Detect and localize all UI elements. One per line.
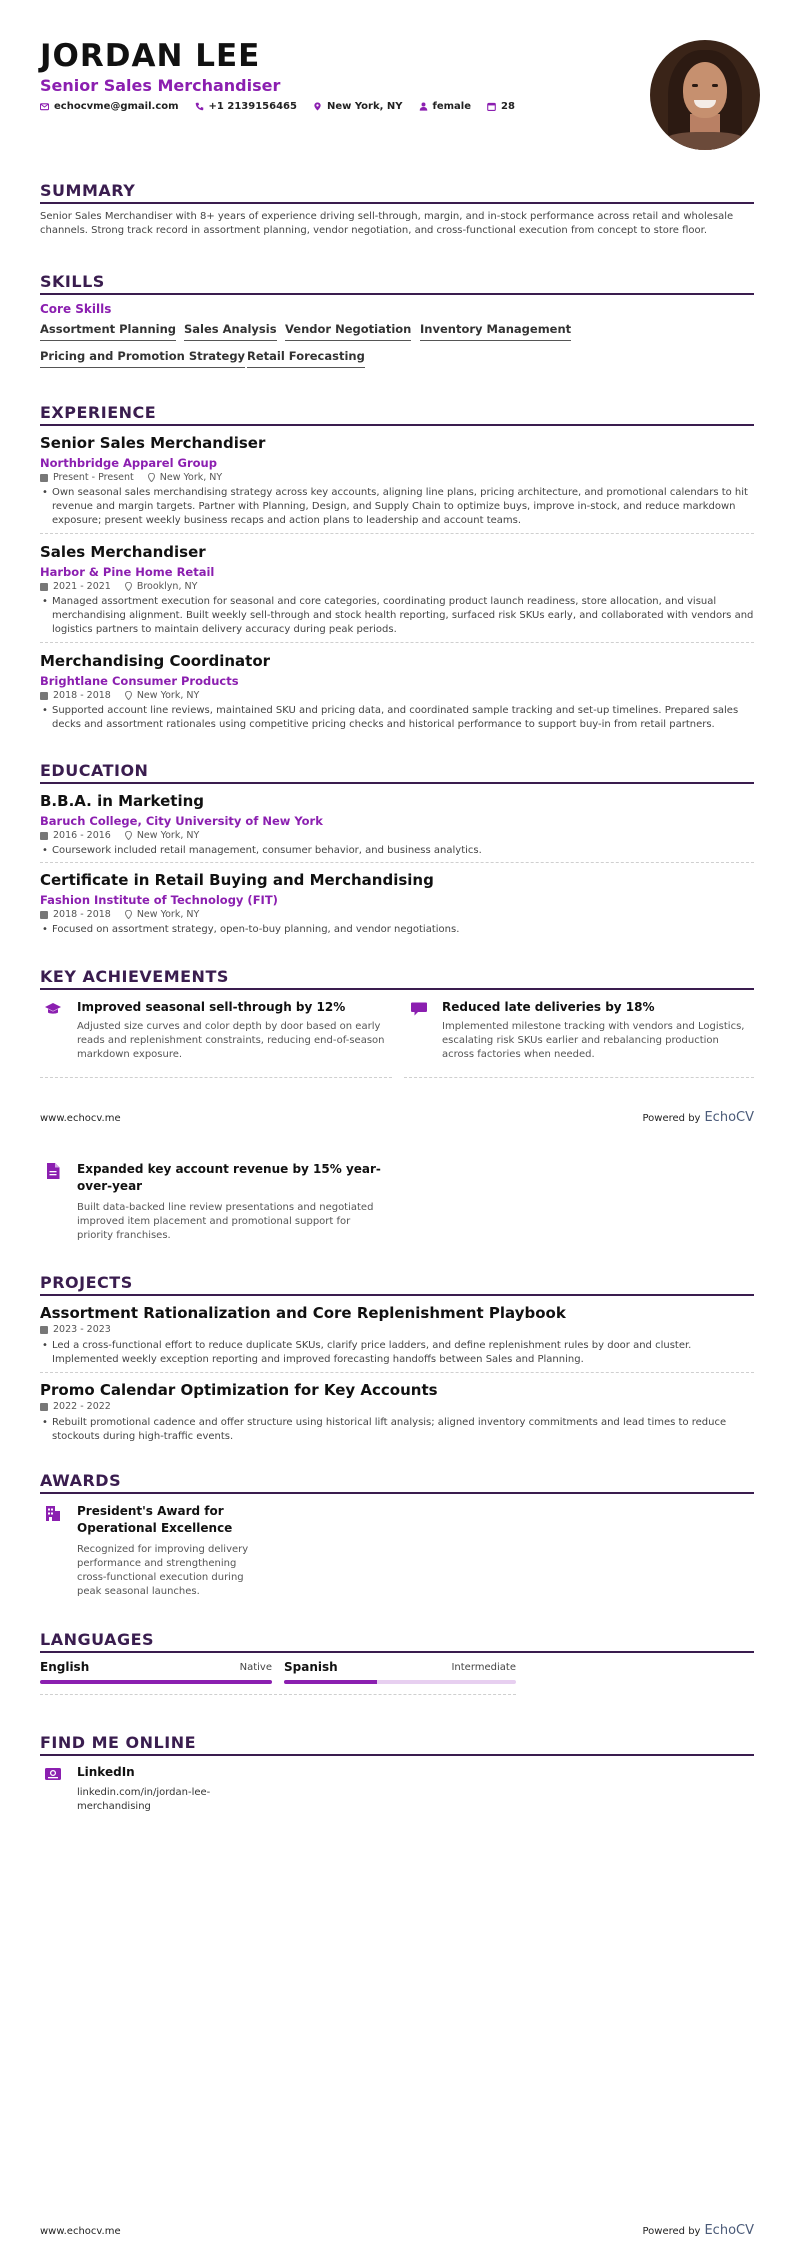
profile-site-name: LinkedIn	[77, 1765, 135, 1779]
contact-list	[40, 101, 515, 112]
languages-heading: LANGUAGES	[40, 1630, 155, 1649]
divider	[40, 533, 754, 534]
resume-page-2	[0, 1150, 794, 2246]
job-meta	[40, 581, 197, 592]
calendar-icon	[40, 692, 48, 700]
awards-rule	[40, 1492, 754, 1494]
education-heading: EDUCATION	[40, 761, 149, 780]
education-description: • Focused on assortment strategy, open-to-buy planning, and vendor negotiations.	[40, 923, 754, 937]
job-company: Northbridge Apparel Group	[40, 456, 217, 470]
project-title: Assortment Rationalization and Core Replenishment Playbook	[40, 1304, 566, 1322]
building-icon	[42, 1502, 64, 1524]
location-icon	[148, 473, 155, 482]
location-icon	[313, 102, 322, 111]
skill-tag: Pricing and Promotion Strategy	[40, 349, 245, 368]
education-location: New York, NY	[136, 909, 200, 920]
calendar-icon	[40, 1403, 48, 1411]
skills-group-label: Core Skills	[40, 302, 112, 316]
skill-tag: Retail Forecasting	[247, 349, 365, 368]
candidate-name: JORDAN LEE	[40, 38, 261, 74]
job-meta	[40, 472, 222, 483]
footer-powered	[643, 1110, 755, 1125]
achievement-title: Improved seasonal sell-through by 12%	[77, 1000, 346, 1014]
job-title: Senior Sales Merchandiser	[40, 434, 266, 452]
skills-rule	[40, 293, 754, 295]
contact-email[interactable]	[40, 101, 179, 112]
divider	[40, 642, 754, 643]
job-title: Sales Merchandiser	[40, 543, 206, 561]
job-dates: Present - Present	[53, 472, 134, 483]
footer-powered-text: Powered by	[642, 1113, 701, 1124]
person-icon	[419, 102, 428, 111]
candidate-headline: Senior Sales Merchandiser	[40, 76, 281, 95]
contact-location	[313, 101, 403, 112]
language-proficiency-bar	[284, 1680, 516, 1684]
skill-tag: Vendor Negotiation	[285, 322, 411, 341]
project-dates: 2022 - 2022	[53, 1401, 111, 1412]
skill-tag: Assortment Planning	[40, 322, 176, 341]
project-meta	[40, 1401, 111, 1412]
location-icon	[125, 910, 132, 919]
education-description: • Coursework included retail management, consumer behavior, and business analytics.	[40, 844, 754, 858]
job-dates: 2021 - 2021	[53, 581, 111, 592]
contact-email-text: echocvme@gmail.com	[54, 101, 179, 112]
contact-age-text: 28	[501, 101, 515, 112]
contact-age	[487, 101, 515, 112]
skill-tag: Sales Analysis	[184, 322, 277, 341]
calendar-icon	[40, 474, 48, 482]
achievement-title: Expanded key account revenue by 15% year-over-year	[77, 1162, 381, 1193]
footer-brand: EchoCV	[704, 2223, 754, 2238]
job-description: • Managed assortment execution for seasonal and core categories, coordinating product launch readiness, store allocation, and visual merchandising alignment. Built weekly sell-through and stock health reporting, surfaced risk SKUs early, and collaborated with vendors and logistics partners to maintain delivery accuracy during peak periods.	[40, 595, 754, 637]
achievement-text: Built data-backed line review presentations and negotiated improved item placement and promotional support for priority franchises.	[77, 1202, 374, 1241]
contact-location-text: New York, NY	[326, 101, 403, 112]
awards-heading: AWARDS	[40, 1471, 122, 1490]
experience-heading: EXPERIENCE	[40, 403, 157, 422]
location-icon	[125, 831, 132, 840]
online-rule	[40, 1754, 754, 1756]
degree-title: Certificate in Retail Buying and Merchandising	[40, 871, 434, 889]
skill-tag: Inventory Management	[420, 322, 571, 341]
graduation-cap-icon	[42, 998, 64, 1020]
divider	[40, 1694, 516, 1695]
experience-rule	[40, 424, 754, 426]
footer-site[interactable]: www.echocv.me	[40, 2226, 121, 2237]
contact-gender-text: female	[432, 101, 472, 112]
footer-powered-text: Powered by	[642, 2226, 701, 2237]
job-dates: 2018 - 2018	[53, 690, 111, 701]
profile-url[interactable]: linkedin.com/in/jordan-lee-merchandising	[77, 1787, 211, 1812]
document-icon	[42, 1160, 64, 1182]
project-description: • Rebuilt promotional cadence and offer structure using historical lift analysis; aligned inventory commitments and lead times to reduce stockouts during high-traffic events.	[40, 1416, 754, 1444]
achievements-heading: KEY ACHIEVEMENTS	[40, 967, 229, 986]
job-description: • Supported account line reviews, maintained SKU and pricing data, and coordinated sample tracking and set-up timelines. Prepared sales decks and assortment rationales using competitive pricing checks and historical performance to support buy-in from retail partners.	[40, 704, 754, 732]
chat-bubble-icon	[408, 998, 430, 1020]
school-name: Baruch College, City University of New York	[40, 814, 323, 828]
job-title: Merchandising Coordinator	[40, 652, 271, 670]
achievement-title: Reduced late deliveries by 18%	[442, 1000, 655, 1014]
language-name: Spanish	[284, 1660, 338, 1674]
projects-rule	[40, 1294, 754, 1296]
achievement-text: Adjusted size curves and color depth by door based on early reads and replenishment constraints, reducing end-of-season markdown exposure.	[77, 1021, 385, 1060]
footer-powered	[643, 2223, 755, 2238]
calendar-icon	[40, 1326, 48, 1334]
online-heading: FIND ME ONLINE	[40, 1733, 197, 1752]
project-title: Promo Calendar Optimization for Key Accounts	[40, 1381, 438, 1399]
calendar-icon	[40, 911, 48, 919]
calendar-icon	[487, 102, 496, 111]
job-meta	[40, 690, 199, 701]
divider	[404, 1077, 754, 1078]
divider	[40, 1372, 754, 1373]
contact-phone[interactable]	[195, 101, 297, 112]
education-location: New York, NY	[136, 830, 200, 841]
job-location: Brooklyn, NY	[136, 581, 198, 592]
job-location: New York, NY	[159, 472, 223, 483]
email-icon	[40, 102, 49, 111]
degree-title: B.B.A. in Marketing	[40, 792, 205, 810]
languages-rule	[40, 1651, 754, 1653]
education-meta	[40, 830, 199, 841]
job-company: Harbor & Pine Home Retail	[40, 565, 215, 579]
job-company: Brightlane Consumer Products	[40, 674, 239, 688]
divider	[40, 862, 754, 863]
summary-text: Senior Sales Merchandiser with 8+ years of experience driving sell-through, margin, and in-stock performance across retail and wholesale channels. Strong track record in assortment planning, vendor negotiation, and cross-functional execution from concept to store floor.	[40, 211, 734, 236]
language-proficiency-bar	[40, 1680, 272, 1684]
summary-heading: SUMMARY	[40, 181, 136, 200]
contact-phone-text: +1 2139156465	[208, 101, 297, 112]
education-rule	[40, 782, 754, 784]
summary-rule	[40, 202, 754, 204]
calendar-icon	[40, 832, 48, 840]
language-level: Native	[239, 1662, 272, 1673]
language-name: English	[40, 1660, 90, 1674]
projects-heading: PROJECTS	[40, 1273, 133, 1292]
footer-brand: EchoCV	[704, 1110, 754, 1125]
location-icon	[125, 691, 132, 700]
school-name: Fashion Institute of Technology (FIT)	[40, 893, 278, 907]
project-meta	[40, 1324, 111, 1335]
footer-site[interactable]: www.echocv.me	[40, 1113, 121, 1124]
education-dates: 2018 - 2018	[53, 909, 111, 920]
education-dates: 2016 - 2016	[53, 830, 111, 841]
divider	[40, 1077, 392, 1078]
education-meta	[40, 909, 199, 920]
project-description: • Led a cross-functional effort to reduce duplicate SKUs, clarify price ladders, and define replenishment rules by door and cluster. Implemented weekly exception reporting and improved forecasting handoffs between Sales and Planning.	[40, 1339, 754, 1367]
phone-icon	[195, 102, 204, 111]
skills-heading: SKILLS	[40, 272, 105, 291]
contact-gender	[419, 101, 472, 112]
location-icon	[125, 582, 132, 591]
language-level: Intermediate	[451, 1662, 516, 1673]
job-location: New York, NY	[136, 690, 200, 701]
calendar-icon	[40, 583, 48, 591]
award-text: Recognized for improving delivery performance and strengthening cross-functional execution during peak seasonal launches.	[77, 1544, 249, 1597]
project-dates: 2023 - 2023	[53, 1324, 111, 1335]
achievement-text: Implemented milestone tracking with vendors and Logistics, escalating risk SKUs earlier and rebalancing production across factories when needed.	[442, 1021, 745, 1060]
achievements-rule	[40, 988, 754, 990]
award-title: President's Award for Operational Excellence	[77, 1504, 233, 1535]
profile-photo	[650, 40, 760, 150]
linkedin-icon	[42, 1763, 64, 1785]
job-description: • Own seasonal sales merchandising strategy across key accounts, aligning line plans, pricing architecture, and promotional calendars to hit revenue and margin targets. Partner with Planning, Design, and Supply Chain to optimize buys, improve in-stock, and reduce markdown exposure; present weekly business recaps and action plans to leadership and account teams.	[40, 486, 754, 528]
